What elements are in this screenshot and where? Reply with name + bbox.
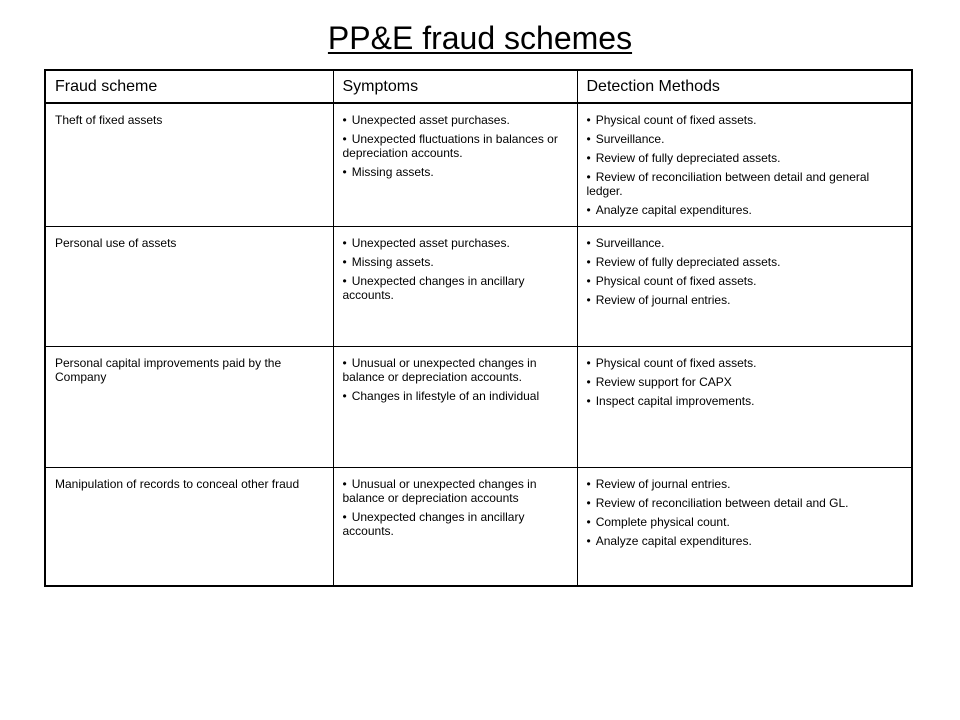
table-row — [45, 468, 912, 587]
list-item: • Physical count of fixed assets. — [586, 356, 757, 370]
list-item: • Unusual or unexpected changes in balance or depreciation accounts — [342, 477, 537, 505]
bullet-icon: • — [586, 151, 591, 165]
bullet-icon: • — [586, 113, 591, 127]
detection-list — [587, 356, 903, 408]
list-item: • Unexpected asset purchases. — [342, 236, 510, 250]
list-item: • Review support for CAPX — [586, 375, 732, 389]
symptoms-list — [343, 477, 568, 538]
scheme-cell: Theft of fixed assets — [45, 103, 333, 227]
list-item: • Analyze capital expenditures. — [586, 203, 752, 217]
bullet-icon: • — [586, 203, 591, 217]
bullet-icon: • — [586, 132, 591, 146]
list-item: • Unexpected changes in ancillary accounts. — [342, 274, 525, 302]
bullet-icon: • — [342, 510, 347, 524]
symptoms-list — [343, 356, 568, 403]
page-title: PP&E fraud schemes — [327, 20, 633, 56]
list-item: • Changes in lifestyle of an individual — [342, 389, 540, 403]
bullet-icon: • — [342, 274, 347, 288]
list-item: • Review of reconciliation between detail and GL. — [586, 496, 849, 510]
bullet-icon: • — [342, 165, 347, 179]
fraud-schemes-table — [44, 69, 913, 587]
bullet-icon: • — [342, 477, 347, 491]
table-row — [45, 227, 912, 347]
list-item: • Inspect capital improvements. — [586, 394, 755, 408]
bullet-icon: • — [342, 389, 347, 403]
header-detection-methods: Detection Methods — [577, 70, 912, 103]
symptoms-list — [343, 113, 568, 179]
bullet-icon: • — [586, 515, 591, 529]
bullet-icon: • — [586, 255, 591, 269]
bullet-icon: • — [586, 496, 591, 510]
table-row — [45, 347, 912, 468]
bullet-icon: • — [586, 356, 591, 370]
bullet-icon: • — [586, 293, 591, 307]
detection-cell — [577, 347, 912, 468]
symptoms-cell — [333, 468, 577, 587]
detection-list — [587, 477, 903, 548]
list-item: • Unexpected fluctuations in balances or depreciation accounts. — [342, 132, 558, 160]
list-item: • Review of reconciliation between detail and general ledger. — [586, 170, 870, 198]
bullet-icon: • — [586, 534, 591, 548]
scheme-cell: Personal use of assets — [45, 227, 333, 347]
header-fraud-scheme: Fraud scheme — [45, 70, 333, 103]
bullet-icon: • — [342, 113, 347, 127]
bullet-icon: • — [586, 477, 591, 491]
header-symptoms: Symptoms — [333, 70, 577, 103]
list-item: • Analyze capital expenditures. — [586, 534, 752, 548]
list-item: • Surveillance. — [586, 236, 665, 250]
bullet-icon: • — [342, 255, 347, 269]
table-row — [45, 103, 912, 227]
list-item: • Review of fully depreciated assets. — [586, 255, 781, 269]
symptoms-list — [343, 236, 568, 302]
bullet-icon: • — [586, 170, 591, 184]
detection-cell — [577, 468, 912, 587]
bullet-icon: • — [586, 394, 591, 408]
bullet-icon: • — [586, 375, 591, 389]
bullet-icon: • — [586, 236, 591, 250]
detection-cell — [577, 227, 912, 347]
list-item: • Missing assets. — [342, 255, 434, 269]
detection-cell — [577, 103, 912, 227]
bullet-icon: • — [586, 274, 591, 288]
list-item: • Physical count of fixed assets. — [586, 274, 757, 288]
list-item: • Surveillance. — [586, 132, 665, 146]
list-item: • Missing assets. — [342, 165, 434, 179]
scheme-cell: Manipulation of records to conceal other fraud — [45, 468, 333, 587]
list-item: • Unusual or unexpected changes in balance or depreciation accounts. — [342, 356, 537, 384]
list-item: • Complete physical count. — [586, 515, 730, 529]
symptoms-cell — [333, 227, 577, 347]
scheme-cell: Personal capital improvements paid by the Company — [45, 347, 333, 468]
list-item: • Unexpected asset purchases. — [342, 113, 510, 127]
bullet-icon: • — [342, 236, 347, 250]
list-item: • Unexpected changes in ancillary accounts. — [342, 510, 525, 538]
symptoms-cell — [333, 103, 577, 227]
list-item: • Review of fully depreciated assets. — [586, 151, 781, 165]
list-item: • Review of journal entries. — [586, 293, 731, 307]
detection-list — [587, 113, 903, 217]
bullet-icon: • — [342, 132, 347, 146]
table-header-row — [45, 70, 912, 103]
bullet-icon: • — [342, 356, 347, 370]
symptoms-cell — [333, 347, 577, 468]
detection-list — [587, 236, 903, 307]
list-item: • Review of journal entries. — [586, 477, 731, 491]
list-item: • Physical count of fixed assets. — [586, 113, 757, 127]
